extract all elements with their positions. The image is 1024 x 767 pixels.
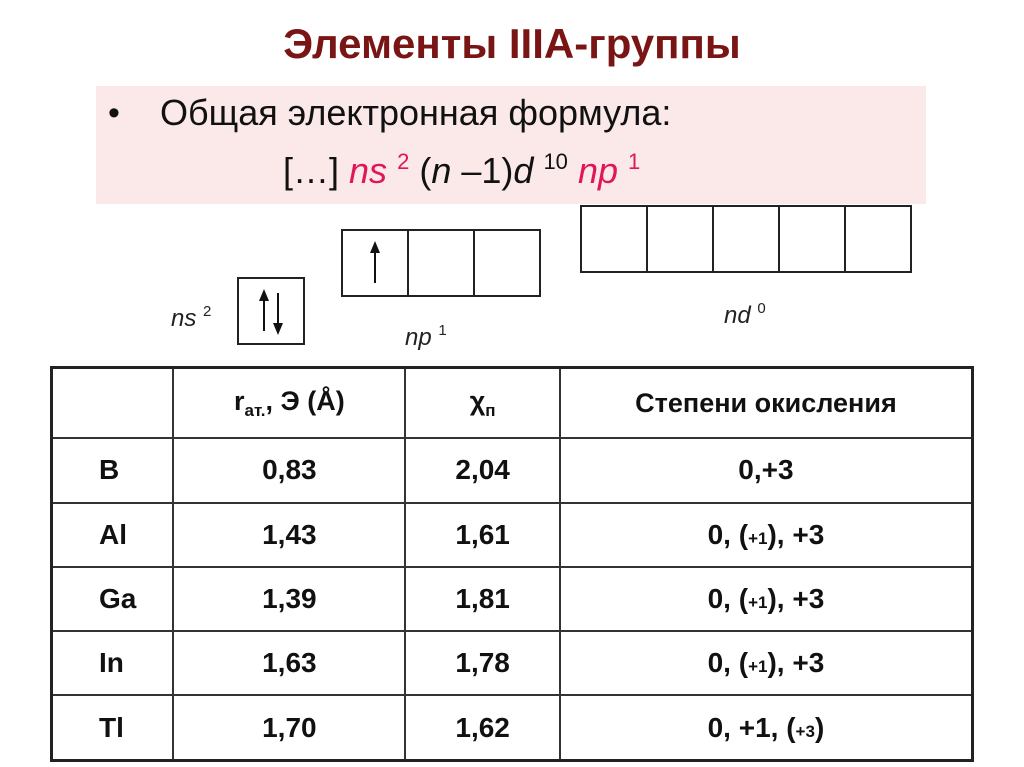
formula-ns: ns [349,150,388,191]
electron-pair-arrow-icon [239,279,303,343]
oxidation-state-part: +3 [795,721,815,741]
formula-ns-exp: 2 [397,149,410,174]
electron-up-arrow-icon [343,231,407,295]
oxidation-state-part: 0,+3 [738,454,794,486]
formula-d-exp: 10 [543,149,568,174]
formula-np: np [577,150,618,191]
header-electronegativity: $\chi_п$ [405,368,559,439]
nd-orbital-cell [844,205,912,273]
table-row [52,567,973,631]
oxidation-state-part: ), +3 [767,582,825,614]
np-orbital-boxes [341,229,541,297]
np-orbital-cell [407,229,475,297]
nd-orbital-cell [646,205,714,273]
nd-orbital-cell [778,205,846,273]
header-empty-cell [52,368,174,439]
oxidation-state-part: 0, +1, ( [707,711,796,743]
table-row [52,631,973,695]
element-symbol: In [52,631,174,695]
ns-orbital-cell [237,277,305,345]
ns-orbital-label: ns $^2$ [171,303,212,332]
oxidation-states-value [560,695,973,760]
oxidation-state-part: +1 [748,592,768,612]
element-symbol: B [52,438,174,502]
atomic-radius-value: 1,70 [173,695,405,760]
oxidation-state-part: 0, ( [707,647,749,679]
oxidation-states-value [560,503,973,567]
nd-orbital-label: nd $^0$ [724,300,766,329]
electronegativity-value: 2,04 [405,438,559,502]
oxidation-state-part: 0, ( [707,582,749,614]
ns-orbital-boxes [237,277,305,345]
table-header-row [52,368,973,439]
nd-orbital-cell [580,205,648,273]
formula-minus: –1) [451,150,514,191]
bullet-marker: • [108,94,120,132]
oxidation-states-value [560,438,973,502]
table-row [52,503,973,567]
nd-orbital-boxes [580,205,912,273]
atomic-radius-value: 1,63 [173,631,405,695]
table-row [52,438,973,502]
oxidation-state-part: ) [814,711,825,743]
formula-prefix: […] [283,150,350,191]
element-symbol: Ga [52,567,174,631]
oxidation-state-part: 0, ( [707,518,749,550]
formula-d: d [513,150,534,191]
oxidation-state-part: ), +3 [767,518,825,550]
np-orbital-cell [473,229,541,297]
nd-orbital-cell [712,205,780,273]
electron-formula [283,150,640,192]
table-row [52,695,973,760]
atomic-radius-value: 1,43 [173,503,405,567]
oxidation-state-part: +1 [748,657,768,677]
formula-label: Общая электронная формула: [160,92,672,133]
electronegativity-value: 1,62 [405,695,559,760]
group-iiia-properties-table [50,366,974,762]
electronegativity-value: 1,61 [405,503,559,567]
slide-title: Элементы IIIA-группы [283,20,741,67]
atomic-radius-value: 0,83 [173,438,405,502]
np-orbital-cell [341,229,409,297]
formula-np-exp: 1 [628,149,641,174]
oxidation-state-part: ), +3 [767,647,825,679]
element-symbol: Tl [52,695,174,760]
electronegativity-value: 1,81 [405,567,559,631]
oxidation-states-value [560,631,973,695]
formula-n: n [431,150,452,191]
element-symbol: Al [52,503,174,567]
oxidation-states-value [560,567,973,631]
oxidation-state-part: +1 [748,528,768,548]
header-radius: $r_{ат.}$, Э (Å) [173,368,405,439]
formula-open: ( [409,150,432,191]
np-orbital-label: np $^1$ [405,322,447,351]
electronegativity-value: 1,78 [405,631,559,695]
atomic-radius-value: 1,39 [173,567,405,631]
header-oxidation-states: Степени окисления [560,368,973,439]
